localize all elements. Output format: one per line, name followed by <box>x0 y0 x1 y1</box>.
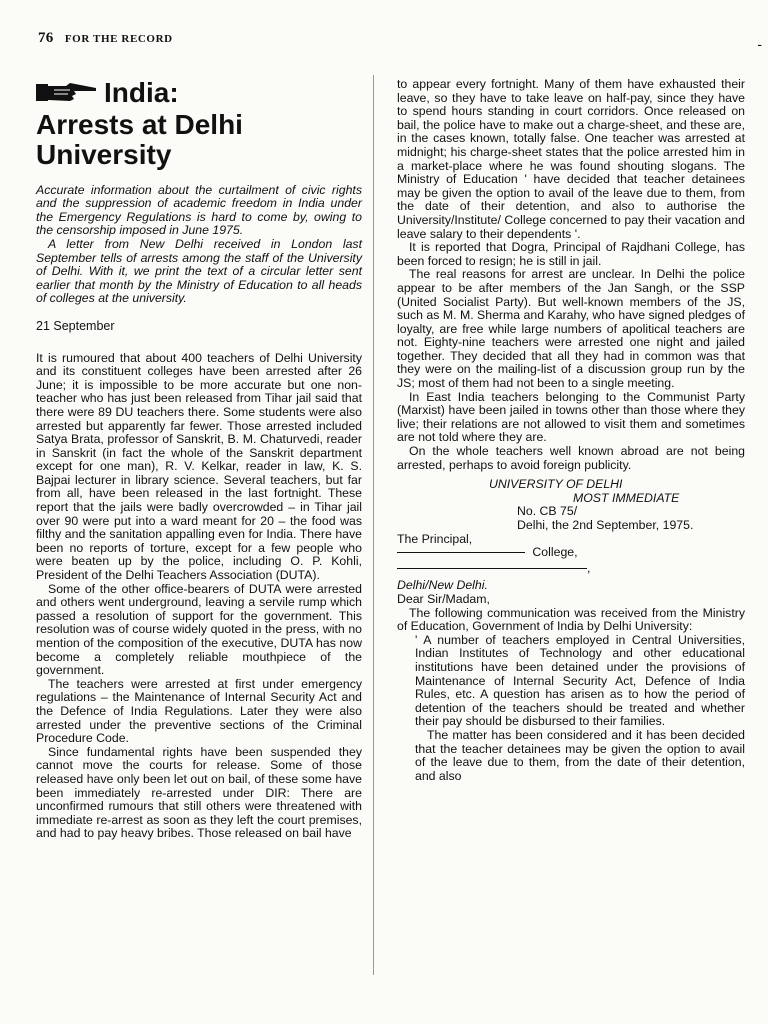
left-column <box>36 78 362 841</box>
body-paragraph: The real reasons for arrest are unclear. In Delhi the police appear to be after members of the Jan Sangh, or the SSP (United Socialist Party). But well-known members of the JS, such as M. M. Sherma and Karahy, who have signed pledges of loyalty, are free while large numbers of apolitical teachers are not. Eighty-nine teachers were arrested one night and jailed together. They decided that all they had in common was that they were on the mailing-list of a discussion group run by the JS; most of them had not been to a single meeting. <box>397 267 745 391</box>
right-column <box>397 78 745 783</box>
body-paragraph: On the whole teachers well known abroad are not being arrested, perhaps to avoid foreign publicity. <box>397 444 745 472</box>
body-paragraph: It is rumoured that about 400 teachers of Delhi University and its constituent colleges have been arrested after 26 June; it is impossible to be more accurate but one non-teacher who has just been released from Tihar jail said that there were 89 DU teachers there. Some students were also arrested but apparently far fewer. Those arrested included Satya Brata, professor of Sanskrit, B. M. Chaturvedi, reader in Sanskrit (in fact the whole of the Sanskrit department except for one man), R. V. Kelkar, reader in law, K. S. Bajpai lecturer in library science. Several teachers, but far from all, have been released in the last fortnight. These report that the jails were badly overcrowded – in Tihar jail over 90 were put into a ward meant for 20 – the food was filthy and the sanitation appalling even for India. There have been no reports of torture, except for a few people who were beaten up by the police, including O. P. Kohli, President of the Delhi Teachers Association (DUTA). <box>36 350 362 583</box>
circular-location: Delhi/New Delhi. <box>397 578 488 593</box>
pointing-hand-icon <box>36 80 98 110</box>
blank-line <box>397 552 525 553</box>
page-header <box>38 30 173 47</box>
circular-body: The following communication was received from the Ministry of Education, Government of India by Delhi University: <box>397 605 745 634</box>
letter-date: 21 September <box>36 318 115 333</box>
section-title: FOR THE RECORD <box>64 33 173 45</box>
circular-date: Delhi, the 2nd September, 1975. <box>517 518 694 532</box>
body-paragraph: Since fundamental rights have been suspended they cannot move the courts for release. Some of those released have only been let out on bail, of these some have been immediately re-arrested under DIR: There are unconfirmed rumours that still others were threatened with immediate re-arrest as soon as they left the court premises, and had to pay heavy bribes. Those released on bail have <box>36 744 362 841</box>
college-label: College, <box>532 545 578 560</box>
circular-quote: ' A number of teachers employed in Central Universities, Indian Institutes of Technology and other educational institutions have been detained under the provisions of Maintenance of Internal Security Act, Defence of India Rules, etc. A question has arisen as to how the period of detention of the teachers should be treated and whether their pay should be disbursed to their families. <box>415 632 745 729</box>
body-paragraph: Some of the other office-bearers of DUTA were arrested and others went underground, leaving a servile rump which passed a resolution of support for the government. This resolution was of course widely quoted in the press, with no mention of the composition of the executive, DUTA has now become a completely reliable mouthpiece of the government. <box>36 581 362 678</box>
corner-mark: - <box>757 36 762 52</box>
circular-quote: The matter has been considered and it has been decided that the teacher detainees may be given the option to avail of the leave due to them, from the date of their detention, and also <box>415 727 745 783</box>
page-number: 76 <box>38 30 54 46</box>
circular-letter <box>397 478 745 783</box>
circular-reference: No. CB 75/ <box>517 504 578 519</box>
blank-comma: , <box>587 560 591 575</box>
column-divider <box>373 75 374 975</box>
circular-salutation: Dear Sir/Madam, <box>397 591 490 606</box>
body-paragraph: In East India teachers belonging to the Communist Party (Marxist) have been jailed in towns other than those where they live; their relations are not allowed to visit them and sometimes are not told where they are. <box>397 389 745 445</box>
circular-addressee: The Principal, <box>397 531 473 546</box>
intro-paragraph: A letter from New Delhi received in London last September tells of arrests among the staff of the University of Delhi. With it, we print the text of a circular letter sent earlier that month by the Ministry of Education to all heads of colleges at the university. <box>36 236 362 306</box>
blank-long-line <box>397 560 745 576</box>
body-paragraph: to appear every fortnight. Many of them have exhausted their leave, so they have to take leave on half-pay, since they have to spend hours standing in court corridors. Once released on bail, the police have to make out a charge-sheet, and these are, in the cases known, totally false. One teacher was arrested at midnight; his charge-sheet states that the police arrested him in a market-place where he was found shouting slogans. The Ministry of Education ' have decided that teacher detainees may be given the option to avail of the leave due to them, from the date of their detention, and also to authorise the University/Institute/ College concerned to pay their vacation and leave salary to their dependents '. <box>397 77 745 241</box>
circular-urgency: MOST IMMEDIATE <box>573 490 680 505</box>
article-title <box>36 78 362 170</box>
title-line-2: Arrests at Delhi <box>36 108 243 140</box>
body-paragraph: It is reported that Dogra, Principal of Rajdhani College, has been forced to resign; he is still in jail. <box>397 240 745 268</box>
title-line-3: University <box>36 138 172 170</box>
college-line <box>397 546 745 560</box>
intro-paragraph: Accurate information about the curtailment of civic rights and the suppression of academic freedom in India under the Emergency Regulations is hard to come by, owing to the censorship imposed in June 1975. <box>36 182 362 238</box>
circular-university: UNIVERSITY OF DELHI <box>489 477 623 492</box>
body-paragraph: The teachers were arrested at first under emergency regulations – the Maintenance of Internal Security Act and the Defence of India Regulations. Later they were also arrested under the preventive sections of the Criminal Procedure Code. <box>36 676 362 746</box>
title-line-1: India: <box>104 77 179 108</box>
